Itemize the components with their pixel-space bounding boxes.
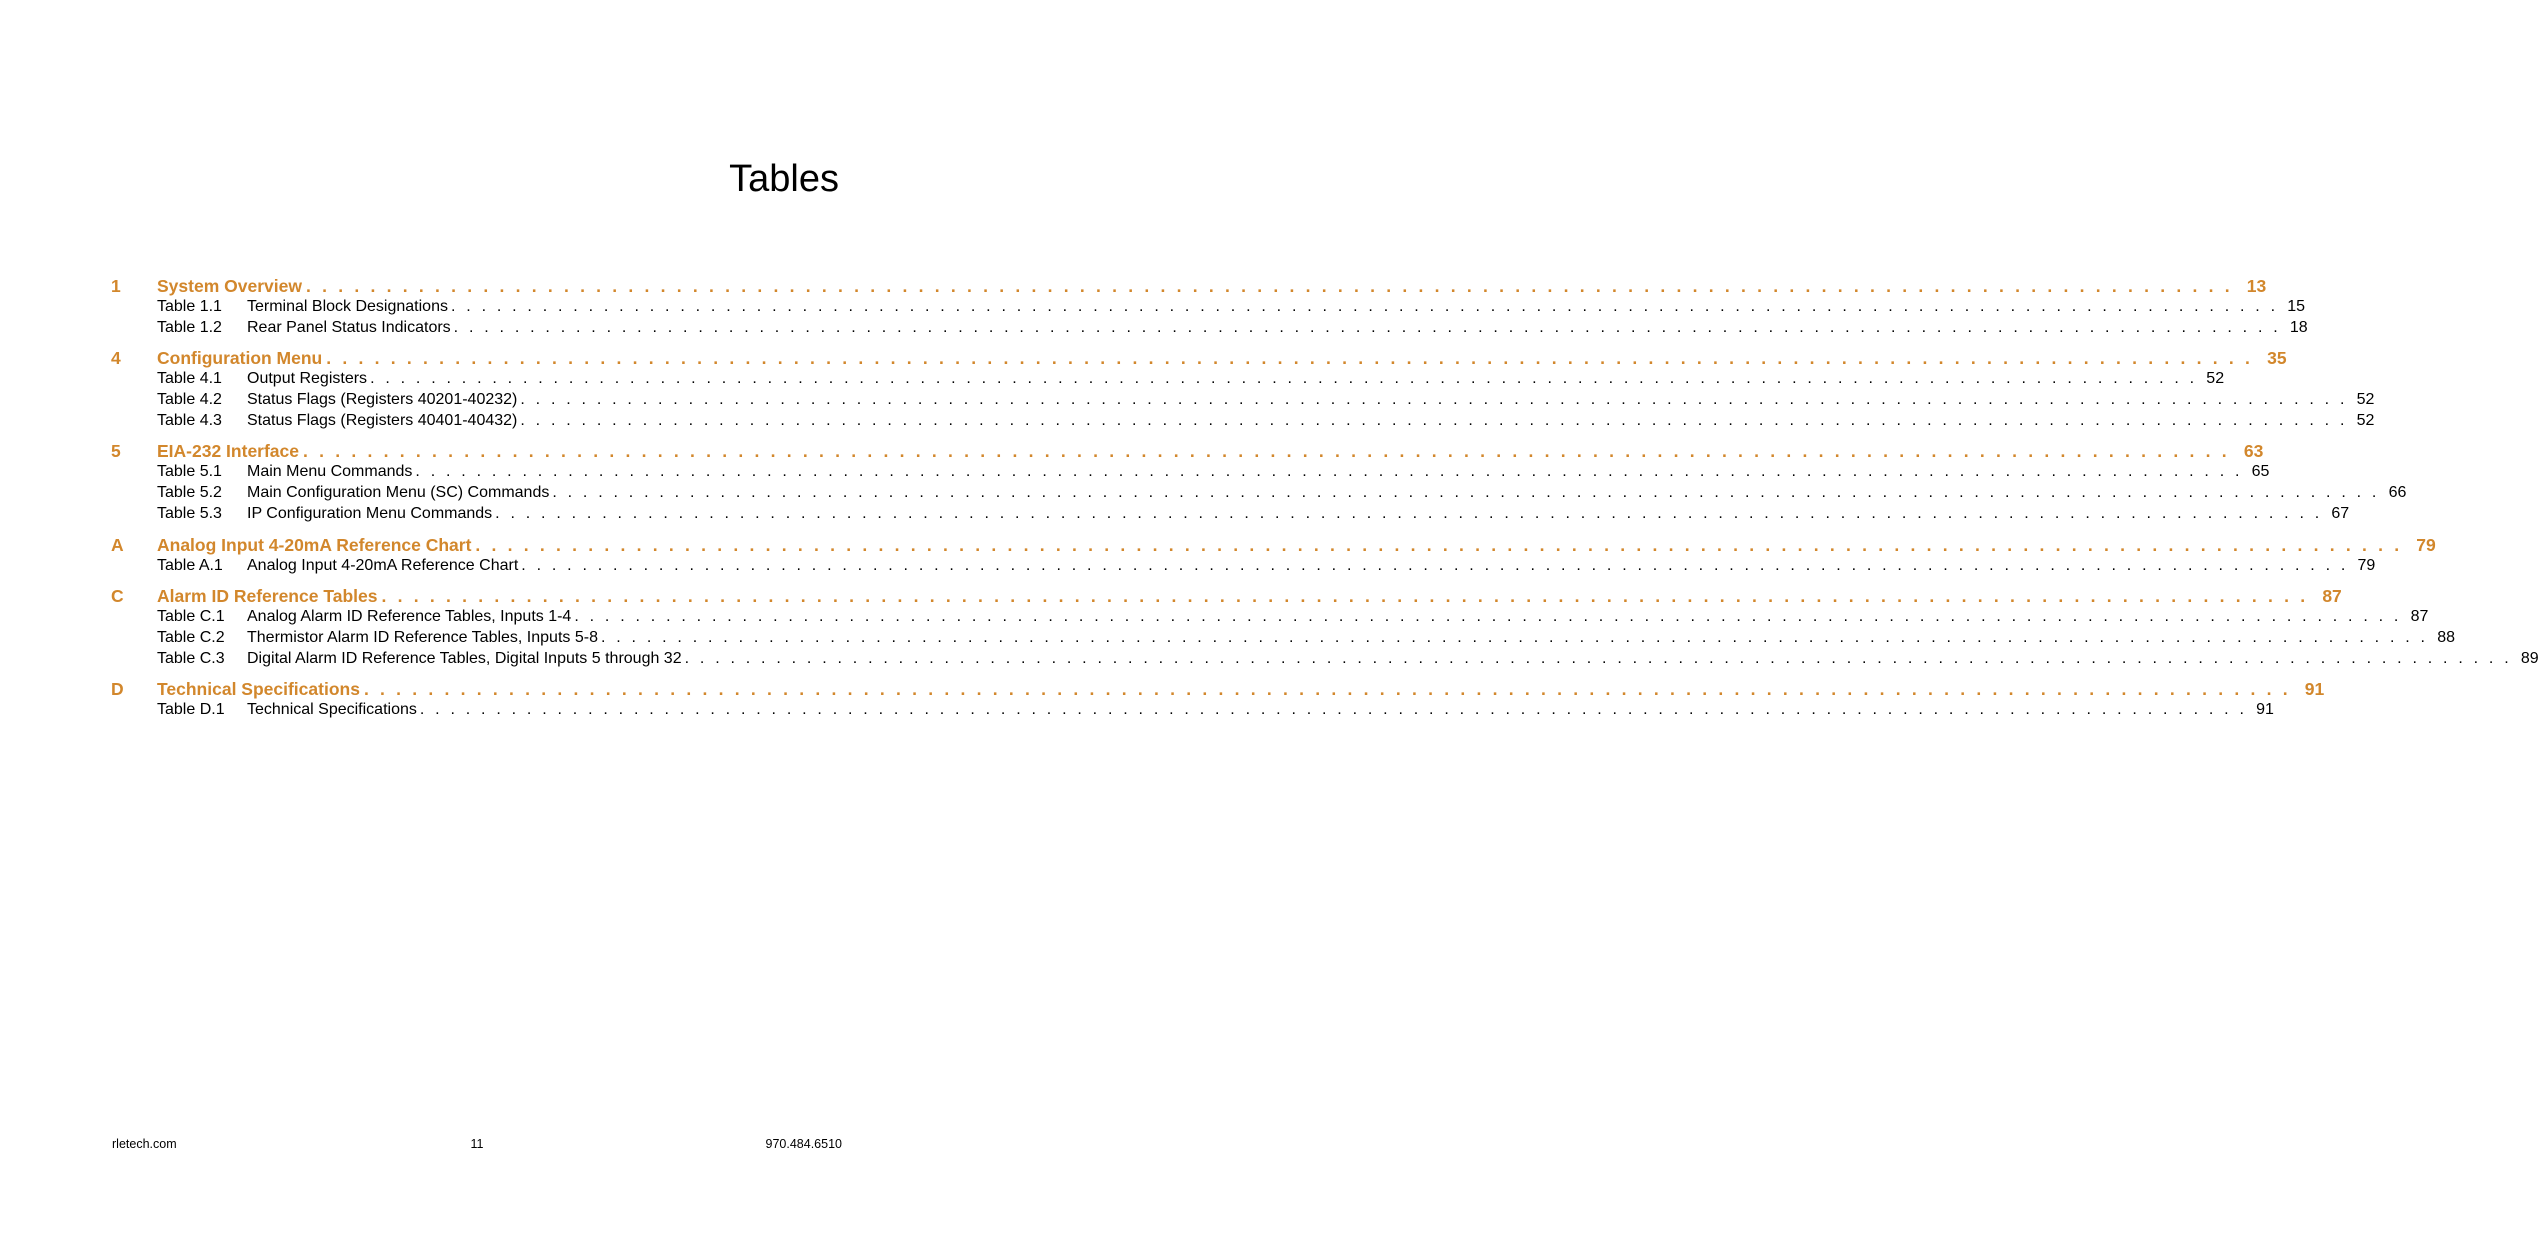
- section-number: 4: [111, 348, 121, 369]
- toc-table-entry[interactable]: [111, 463, 2270, 484]
- table-number: Table D.1: [157, 701, 225, 719]
- table-number: Table 1.2: [157, 318, 222, 336]
- section-number: 1: [111, 276, 121, 296]
- section-page-number: 63: [2243, 441, 2264, 462]
- dot-leader: . . . . . . . . . . . . . . . . . . . . . . . . . . . . . . . . . . . . . . . . . . . . . . . . . . . . . . . . . . . . . . . . . . . . . . . . . . . . . . . . . . . . . . . . . . . . . . . . . . . . . . . . . . . . . . . . . . . . . . . .: [475, 534, 2403, 555]
- footer-website: rletech.com: [112, 1137, 177, 1151]
- section-page-number: 13: [2246, 276, 2267, 296]
- dot-leader: . . . . . . . . . . . . . . . . . . . . . . . . . . . . . . . . . . . . . . . . . . . . . . . . . . . . . . . . . . . . . . . . . . . . . . . . . . . . . . . . . . . . . . . . . . . . . . . . . . . . . . . . . . . . . . . . . . . . . . . .: [419, 701, 2248, 719]
- table-title: Rear Panel Status Indicators: [247, 318, 451, 336]
- table-title: Main Configuration Menu (SC) Commands: [247, 484, 550, 502]
- table-page-number: 18: [2289, 318, 2308, 336]
- toc-table-entry[interactable]: [111, 298, 2306, 319]
- section-title: Configuration Menu: [157, 348, 323, 369]
- dot-leader: . . . . . . . . . . . . . . . . . . . . . . . . . . . . . . . . . . . . . . . . . . . . . . . . . . . . . . . . . . . . . . . . . . . . . . . . . . . . . . . . . . . . . . . . . . . . . . . . . . . . . . . . . . . . . . . . . . . . . . . .: [326, 348, 2254, 369]
- table-number: Table 4.2: [157, 391, 222, 409]
- table-number: Table 4.1: [157, 370, 222, 388]
- section-page-number: 91: [2304, 679, 2325, 700]
- table-number: Table 1.1: [157, 298, 222, 315]
- page-title: Tables: [729, 158, 839, 200]
- toc-section: [111, 276, 2308, 339]
- section-title: Alarm ID Reference Tables: [157, 586, 378, 607]
- footer-page-number: 11: [470, 1137, 484, 1151]
- section-title: Analog Input 4-20mA Reference Chart: [157, 534, 472, 555]
- table-page-number: 52: [2206, 370, 2225, 388]
- dot-leader: . . . . . . . . . . . . . . . . . . . . . . . . . . . . . . . . . . . . . . . . . . . . . . . . . . . . . . . . . . . . . . . . . . . . . . . . . . . . . . . . . . . . . . . . . . . . . . . . . . . . . . . . . . . . . . . . . . . . . . . .: [684, 649, 2512, 667]
- toc-section: [111, 534, 2436, 578]
- section-page-number: 87: [2322, 586, 2342, 607]
- table-number: Table 5.2: [157, 484, 222, 502]
- toc-table-entry[interactable]: [111, 701, 2274, 722]
- table-page-number: 15: [2287, 298, 2306, 315]
- dot-leader: . . . . . . . . . . . . . . . . . . . . . . . . . . . . . . . . . . . . . . . . . . . . . . . . . . . . . . . . . . . . . . . . . . . . . . . . . . . . . . . . . . . . . . . . . . . . . . . . . . . . . . . . . . . . . . . . . . . . . . . .: [370, 370, 2198, 388]
- table-number: Table 4.3: [157, 411, 222, 429]
- dot-leader: . . . . . . . . . . . . . . . . . . . . . . . . . . . . . . . . . . . . . . . . . . . . . . . . . . . . . . . . . . . . . . . . . . . . . . . . . . . . . . . . . . . . . . . . . . . . . . . . . . . . . . . . . . . . . . . . . . . . . . . .: [381, 586, 2309, 607]
- toc-table-entry[interactable]: [111, 318, 2308, 340]
- toc-section: [111, 441, 2407, 525]
- table-page-number: 65: [2251, 463, 2270, 481]
- page-footer: [112, 1137, 842, 1151]
- dot-leader: . . . . . . . . . . . . . . . . . . . . . . . . . . . . . . . . . . . . . . . . . . . . . . . . . . . . . . . . . . . . . . . . . . . . . . . . . . . . . . . . . . . . . . . . . . . . . . . . . . . . . . . . . . . . . . . . . . . . . . . .: [521, 556, 2349, 574]
- toc-section-entry[interactable]: [111, 441, 2264, 463]
- dot-leader: . . . . . . . . . . . . . . . . . . . . . . . . . . . . . . . . . . . . . . . . . . . . . . . . . . . . . . . . . . . . . . . . . . . . . . . . . . . . . . . . . . . . . . . . . . . . . . . . . . . . . . . . . . . . . . . . . . . . . . . .: [305, 276, 2233, 296]
- table-title: IP Configuration Menu Commands: [247, 504, 493, 522]
- section-title: System Overview: [157, 276, 302, 296]
- section-number: A: [111, 534, 124, 555]
- dot-leader: . . . . . . . . . . . . . . . . . . . . . . . . . . . . . . . . . . . . . . . . . . . . . . . . . . . . . . . . . . . . . . . . . . . . . . . . . . . . . . . . . . . . . . . . . . . . . . . . . . . . . . . . . . . . . . . . . . . . . . . .: [415, 463, 2243, 481]
- table-page-number: 91: [2256, 701, 2274, 719]
- table-number: Table 5.1: [157, 463, 222, 481]
- table-title: Main Menu Commands: [247, 463, 413, 481]
- dot-leader: . . . . . . . . . . . . . . . . . . . . . . . . . . . . . . . . . . . . . . . . . . . . . . . . . . . . . . . . . . . . . . . . . . . . . . . . . . . . . . . . . . . . . . . . . . . . . . . . . . . . . . . . . . . . . . . . . . . . . . . .: [363, 679, 2291, 700]
- toc-table-entry[interactable]: [111, 628, 2455, 650]
- dot-leader: . . . . . . . . . . . . . . . . . . . . . . . . . . . . . . . . . . . . . . . . . . . . . . . . . . . . . . . . . . . . . . . . . . . . . . . . . . . . . . . . . . . . . . . . . . . . . . . . . . . . . . . . . . . . . . . . . . . . . . . .: [495, 504, 2323, 522]
- toc-table-entry[interactable]: [111, 391, 2375, 412]
- table-number: Table A.1: [157, 556, 223, 574]
- toc-section-entry[interactable]: [111, 586, 2342, 608]
- table-of-tables: [111, 276, 2539, 731]
- dot-leader: . . . . . . . . . . . . . . . . . . . . . . . . . . . . . . . . . . . . . . . . . . . . . . . . . . . . . . . . . . . . . . . . . . . . . . . . . . . . . . . . . . . . . . . . . . . . . . . . . . . . . . . . . . . . . . . . . . . . . . . .: [303, 441, 2230, 462]
- table-title: Thermistor Alarm ID Reference Tables, Inputs 5-8: [247, 628, 598, 646]
- toc-table-entry[interactable]: [111, 411, 2375, 433]
- section-number: C: [111, 586, 124, 607]
- toc-table-entry[interactable]: [111, 608, 2429, 629]
- dot-leader: . . . . . . . . . . . . . . . . . . . . . . . . . . . . . . . . . . . . . . . . . . . . . . . . . . . . . . . . . . . . . . . . . . . . . . . . . . . . . . . . . . . . . . . . . . . . . . . . . . . . . . . . . . . . . . . . . . . . . . . .: [574, 608, 2402, 626]
- table-page-number: 66: [2388, 484, 2407, 502]
- section-title: Technical Specifications: [157, 679, 360, 700]
- dot-leader: . . . . . . . . . . . . . . . . . . . . . . . . . . . . . . . . . . . . . . . . . . . . . . . . . . . . . . . . . . . . . . . . . . . . . . . . . . . . . . . . . . . . . . . . . . . . . . . . . . . . . . . . . . . . . . . . . . . . . . . .: [552, 484, 2380, 502]
- toc-table-entry[interactable]: [111, 556, 2376, 578]
- section-page-number: 79: [2416, 534, 2436, 555]
- section-title: EIA-232 Interface: [157, 441, 300, 462]
- table-page-number: 52: [2356, 391, 2375, 409]
- table-number: Table 5.3: [157, 504, 222, 522]
- table-page-number: 79: [2357, 556, 2376, 574]
- table-number: Table C.1: [157, 608, 225, 626]
- toc-table-entry[interactable]: [111, 649, 2539, 671]
- toc-section: [111, 348, 2375, 432]
- table-title: Output Registers: [247, 370, 368, 388]
- dot-leader: . . . . . . . . . . . . . . . . . . . . . . . . . . . . . . . . . . . . . . . . . . . . . . . . . . . . . . . . . . . . . . . . . . . . . . . . . . . . . . . . . . . . . . . . . . . . . . . . . . . . . . . . . . . . . . . . . . . . . . . .: [520, 411, 2348, 429]
- table-title: Status Flags (Registers 40201-40232): [247, 391, 518, 409]
- footer-phone: 970.484.6510: [765, 1137, 842, 1151]
- table-number: Table C.2: [157, 628, 225, 646]
- toc-section: [111, 586, 2539, 670]
- toc-section-entry[interactable]: [111, 534, 2436, 557]
- table-title: Technical Specifications: [247, 701, 417, 719]
- toc-table-entry[interactable]: [111, 370, 2225, 391]
- table-title: Digital Alarm ID Reference Tables, Digital Inputs 5 through 32: [247, 649, 682, 667]
- dot-leader: . . . . . . . . . . . . . . . . . . . . . . . . . . . . . . . . . . . . . . . . . . . . . . . . . . . . . . . . . . . . . . . . . . . . . . . . . . . . . . . . . . . . . . . . . . . . . . . . . . . . . . . . . . . . . . . . . . . . . . . .: [520, 391, 2348, 409]
- toc-section-entry[interactable]: [111, 276, 2267, 298]
- dot-leader: . . . . . . . . . . . . . . . . . . . . . . . . . . . . . . . . . . . . . . . . . . . . . . . . . . . . . . . . . . . . . . . . . . . . . . . . . . . . . . . . . . . . . . . . . . . . . . . . . . . . . . . . . . . . . . . . . . . . . . . .: [600, 628, 2429, 646]
- dot-leader: . . . . . . . . . . . . . . . . . . . . . . . . . . . . . . . . . . . . . . . . . . . . . . . . . . . . . . . . . . . . . . . . . . . . . . . . . . . . . . . . . . . . . . . . . . . . . . . . . . . . . . . . . . . . . . . . . . . . . . . .: [453, 318, 2281, 336]
- table-title: Status Flags (Registers 40401-40432): [247, 411, 518, 429]
- toc-table-entry[interactable]: [111, 504, 2350, 526]
- section-number: D: [111, 679, 124, 700]
- table-title: Terminal Block Designations: [247, 298, 448, 315]
- toc-section: [111, 679, 2325, 722]
- table-page-number: 89: [2520, 649, 2539, 667]
- toc-table-entry[interactable]: [111, 484, 2407, 505]
- section-page-number: 35: [2267, 348, 2287, 369]
- table-title: Analog Input 4-20mA Reference Chart: [247, 556, 519, 574]
- table-title: Analog Alarm ID Reference Tables, Inputs 1-4: [247, 608, 572, 626]
- table-number: Table C.3: [157, 649, 225, 667]
- table-page-number: 88: [2437, 628, 2455, 646]
- toc-section-entry[interactable]: [111, 348, 2287, 370]
- section-number: 5: [111, 441, 121, 462]
- table-page-number: 87: [2410, 608, 2429, 626]
- toc-section-entry[interactable]: [111, 679, 2325, 701]
- table-page-number: 67: [2331, 504, 2350, 522]
- table-page-number: 52: [2356, 411, 2375, 429]
- dot-leader: . . . . . . . . . . . . . . . . . . . . . . . . . . . . . . . . . . . . . . . . . . . . . . . . . . . . . . . . . . . . . . . . . . . . . . . . . . . . . . . . . . . . . . . . . . . . . . . . . . . . . . . . . . . . . . . . . . . . . . . .: [450, 298, 2279, 315]
